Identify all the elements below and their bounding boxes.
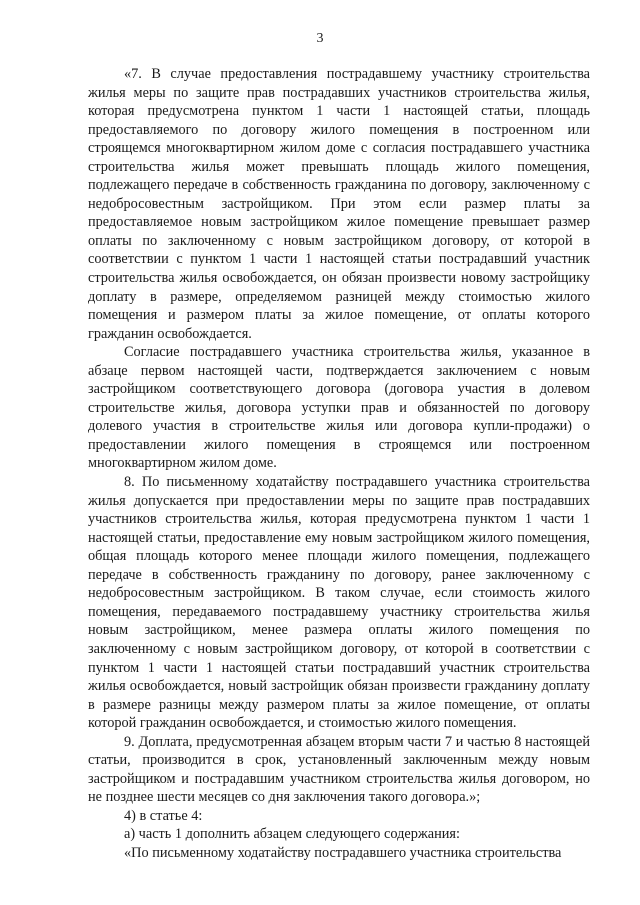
paragraph-7: «7. В случае предоставления пострадавшему участнику строительства жилья меры по защите прав пострадавших участников строительства жилья, которая предусмотрена пунктом 1 части 1 настоящей статьи, площадь предоставляемого по договору жилого помещения в построенном или строящемся многоквартирном жилом доме с согласия пострадавшего участника строительства жилья может превышать площадь жилого помещения, подлежащего передаче в собственность гражданина по договору, заключенному с недобросовестным застройщиком. При этом если размер платы за предоставляемое новым застройщиком жилое помещение превышает размер оплаты по заключенному с новым застройщиком договору, от которой в соответствии с пунктом 1 части 1 настоящей статьи пострадавший участник строительства жилья освобождается, он обязан произвести новому застройщику доплату в размере, определяемом разницей между стоимостью жилого помещения и размером платы за жилое помещение, от оплаты которого гражданин освобождается. — [88, 66, 590, 342]
document-body — [88, 65, 590, 863]
page-number: 3 — [316, 31, 324, 46]
paragraph-part-1-addition: а) часть 1 дополнить абзацем следующего содержания: — [124, 826, 460, 843]
paragraph-9: 9. Доплата, предусмотренная абзацем вторым части 7 и частью 8 настоящей статьи, производится в срок, установленный заключенным между новым застройщиком и пострадавшим участником строительства жилья договором, но не позднее шести месяцев со дня заключения такого договора.»; — [88, 733, 590, 806]
paragraph-article-4: 4) в статье 4: — [124, 807, 203, 824]
paragraph-consent: Согласие пострадавшего участника строительства жилья, указанное в абзаце первом настоящей части, подтверждается заключением с новым застройщиком соответствующего договора (договора участия в долевом строительстве жилья, договора уступки прав и обязанностей по договору долевого участия в строительстве жилья или договора купли-продажи) о предоставлении жилого помещения в строящемся или построенном многоквартирном жилом доме. — [88, 344, 590, 472]
paragraph-new-abzac: «По письменному ходатайству пострадавшего участника строительства — [124, 844, 562, 861]
paragraph-8: 8. По письменному ходатайству пострадавшего участника строительства жилья допускается при предоставлении меры по защите прав пострадавших участников строительства жилья, которая предусмотрена пунктом 1 части 1 настоящей статьи, предоставление ему новым застройщиком жилого помещения, общая площадь которого менее площади жилого помещения, подлежащего передаче в собственность гражданину по договору, ранее заключенному с недобросовестным застройщиком. В таком случае, если стоимость жилого помещения, передаваемого пострадавшему участнику строительства жилья новым застройщиком, менее размера оплаты жилого помещения по заключенному с новым застройщиком договору, от которой в соответствии с пунктом 1 части 1 настоящей статьи пострадавший участник строительства жилья освобождается, новый застройщик обязан произвести гражданину доплату в размере разницы между размером платы за жилое помещение, от оплаты которой гражданин освобождается, и стоимостью жилого помещения. — [88, 474, 590, 732]
